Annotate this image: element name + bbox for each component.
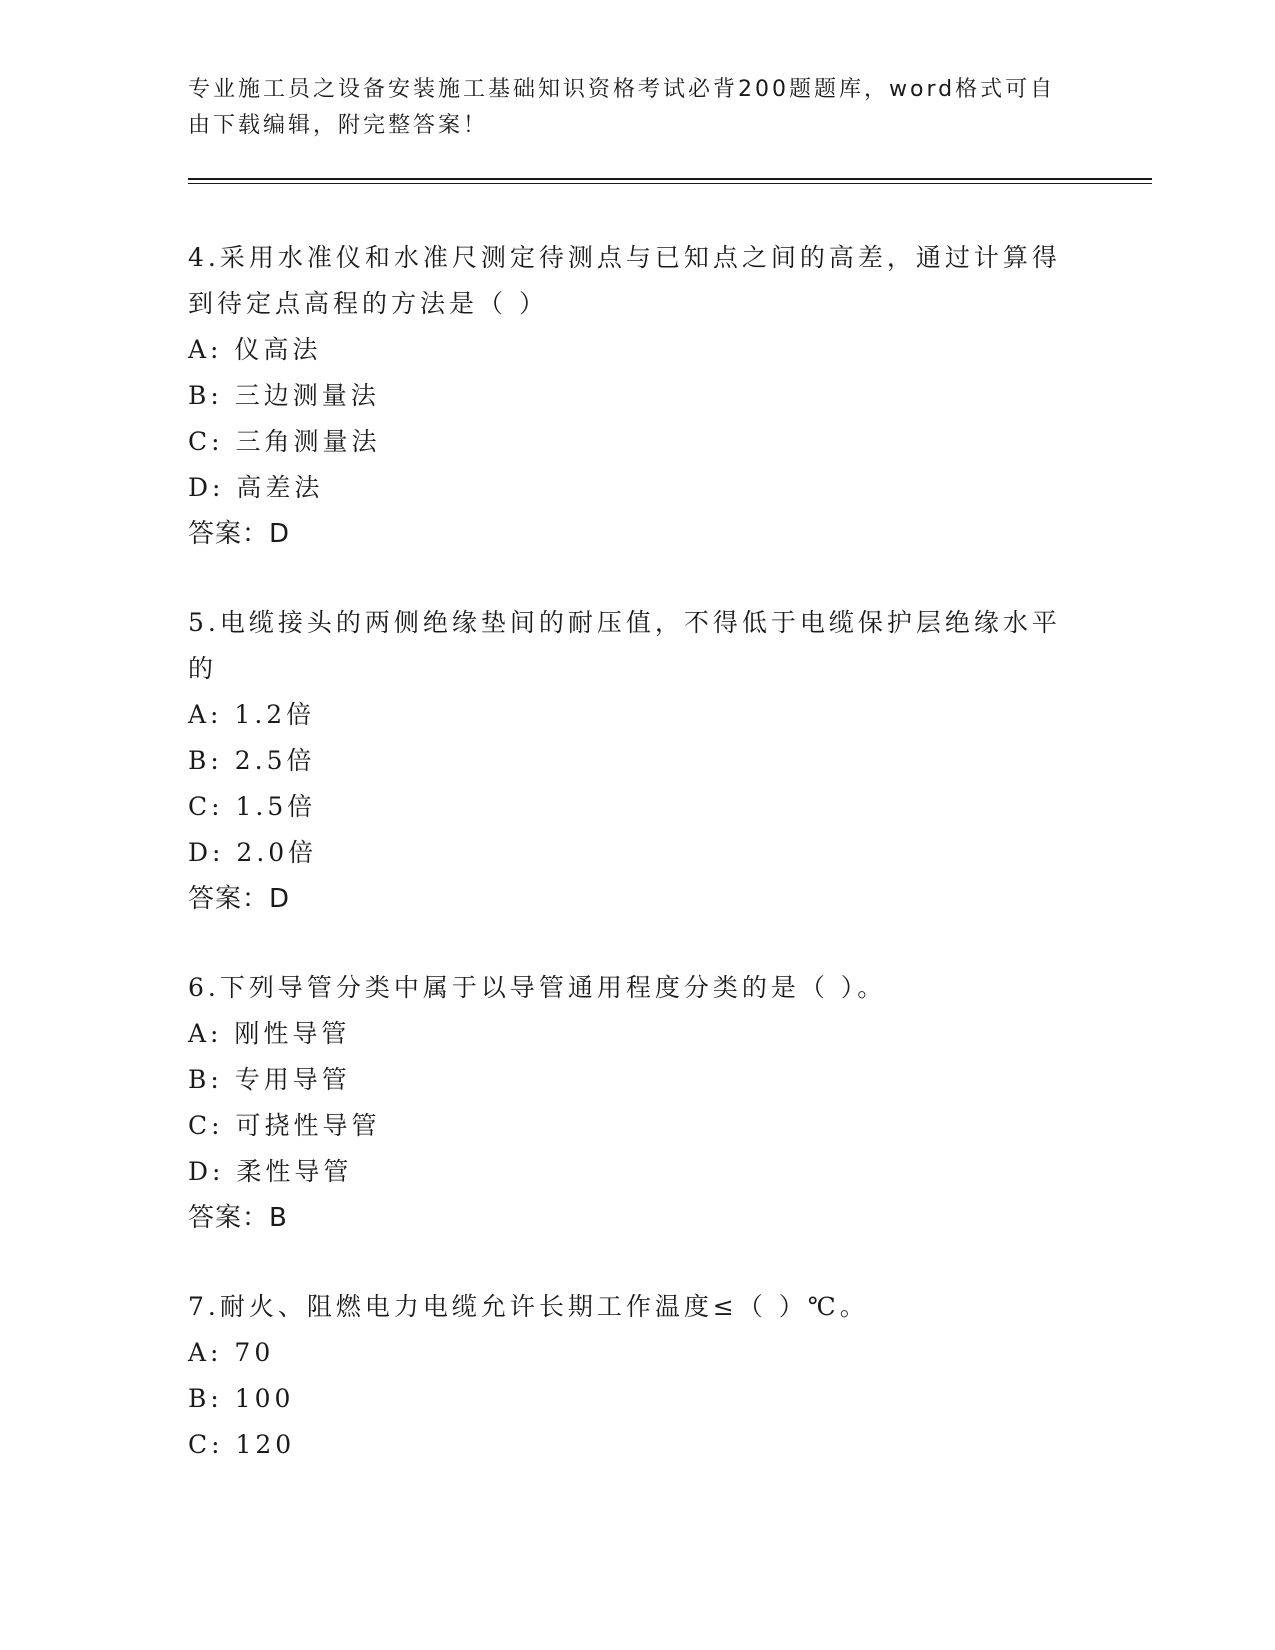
question-4: [188, 235, 1068, 557]
answer: 答案：D: [188, 519, 291, 549]
option-b: B: 三边测量法: [188, 381, 380, 410]
header-divider-top: [188, 178, 1152, 180]
option-b: B: 2.5倍: [188, 746, 316, 775]
answer: 答案：B: [188, 1203, 288, 1233]
option-d: D: 2.0倍: [188, 838, 318, 867]
option-c: C: 可挠性导管: [188, 1111, 381, 1140]
answer: 答案：D: [188, 884, 291, 914]
option-a: A: 70: [188, 1338, 275, 1367]
option-b: B: 100: [188, 1384, 295, 1413]
option-d: D: 柔性导管: [188, 1157, 353, 1186]
document-header: 专业施工员之设备安装施工基础知识资格考试必背200题题库，word格式可自由下载编辑，附完整答案！: [188, 77, 1056, 138]
question-stem: 4.采用水准仪和水准尺测定待测点与已知点之间的高差，通过计算得到待定点高程的方法是（ ）: [188, 243, 1061, 318]
option-c: C: 120: [188, 1430, 296, 1459]
option-a: A: 仪高法: [188, 335, 322, 364]
option-c: C: 1.5倍: [188, 792, 317, 821]
option-d: D: 高差法: [188, 473, 324, 502]
question-7: [188, 1284, 1068, 1468]
option-b: B: 专用导管: [188, 1065, 351, 1094]
option-c: C: 三角测量法: [188, 427, 381, 456]
question-stem: 7.耐火、阻燃电力电缆允许长期工作温度≤（ ）℃。: [188, 1292, 869, 1321]
question-stem: 6.下列导管分类中属于以导管通用程度分类的是（ ）。: [188, 973, 887, 1002]
option-a: A: 1.2倍: [188, 700, 316, 729]
question-5: [188, 600, 1068, 922]
question-6: [188, 965, 1068, 1241]
header-divider-bottom: [188, 183, 1152, 184]
option-a: A: 刚性导管: [188, 1019, 351, 1048]
question-stem: 5.电缆接头的两侧绝缘垫间的耐压值，不得低于电缆保护层绝缘水平的: [188, 608, 1061, 683]
